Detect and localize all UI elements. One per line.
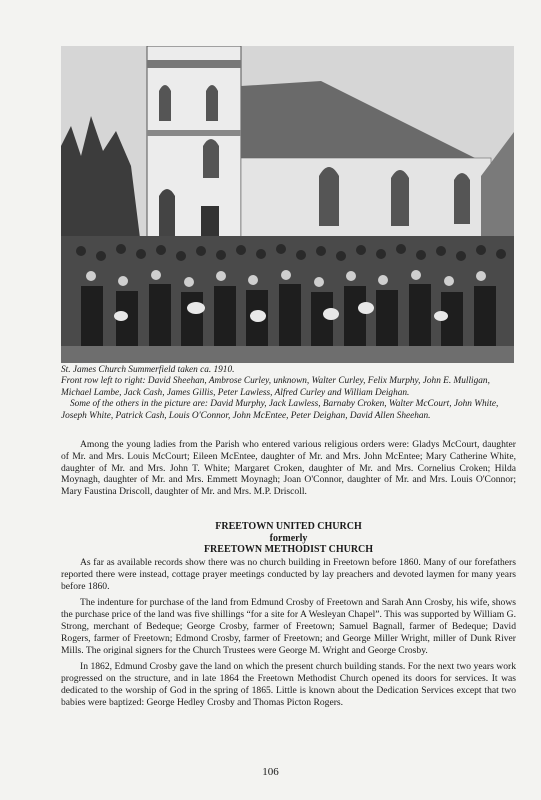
section-title-main: FREETOWN UNITED CHURCH: [215, 521, 362, 532]
section-paragraph-3: In 1862, Edmund Crosby gave the land on which the present church building stands. For the next two years work progressed on the structure, and in late 1864 the Freetown Methodist Church opened its doors for services. It was dedicated to the worship of God in the spring of 1865. Little is known about the Dedication Services except that two babies were baptized: George Hedley Crosby and Thomas Picton Rogers.: [61, 661, 516, 708]
caption-others: Some of the others in the picture are: David Murphy, Jack Lawless, Barnaby Croken, Walter McCourt, John White, Joseph White, Patrick Cash, Louis O'Connor, John McEntee, Peter Deighan, David Allen Sheehan.: [61, 399, 499, 421]
section-heading: [61, 521, 516, 556]
caption-front-row: Front row left to right: David Sheehan, Ambrose Curley, unknown, Walter Curley, Felix Murphy, John E. Mulligan, Michael Lambe, Jack Cash, James Gillis, Peter Lawless, Alfred Curley and William Deighan.: [61, 376, 490, 398]
church-congregation-photo-icon: [61, 46, 514, 363]
photo-caption: [61, 365, 516, 422]
religious-orders-paragraph: Among the young ladies from the Parish who entered various religious orders were: Gladys McCourt, daughter of Mr. and Mrs. Louis McCourt; Eileen McEntee, daughter of Mr. and Mrs. John McEntee; Mary Catherine White, daughter of Mr. and Mrs. John T. White; Margaret Croken, daughter of Mr. and Mrs. Cornelius Croken; Hilda Moynagh, daughter of Mr. and Mrs. Emmett Moynagh; Joan O'Connor, daughter of Mr. and Mrs. Louis O'Connor; Mary Faustina Driscoll, daughter of Mr. and Mrs. M.P. Driscoll.: [61, 439, 516, 498]
section-body: [61, 557, 516, 709]
page-number: 106: [262, 766, 279, 778]
church-photo: [61, 46, 514, 363]
religious-orders-paragraph-block: [61, 439, 516, 498]
section-title-formerly: formerly: [269, 532, 308, 544]
section-title-former-name: FREETOWN METHODIST CHURCH: [203, 544, 374, 555]
caption-title: St. James Church Summerfield taken ca. 1910.: [61, 365, 235, 375]
section-paragraph-2: The indenture for purchase of the land from Edmund Crosby of Freetown and Sarah Ann Crosby, his wife, shows the purchase price of the land was five shillings “for a site for A Wesleyan Chapel”. This was supported by William G. Strong, merchant of Bedeque; George Crosby, farmer of Freetown; Samuel Bagnall, farmer of Bedeque; David Rogers, farmer of Freetown; Edmond Crosby, farmer of Freetown; and George Miller Wright, miller of Dunk River Mills. The original signers for the Church Trustees were George M. Wright and George Crosby.: [61, 597, 516, 656]
section-paragraph-1: As far as available records show there was no church building in Freetown before 1860. Many of our forefathers reported there were instead, cottage prayer meetings conducted by lay preachers and devoted laymen for many years before 1860.: [61, 557, 516, 592]
